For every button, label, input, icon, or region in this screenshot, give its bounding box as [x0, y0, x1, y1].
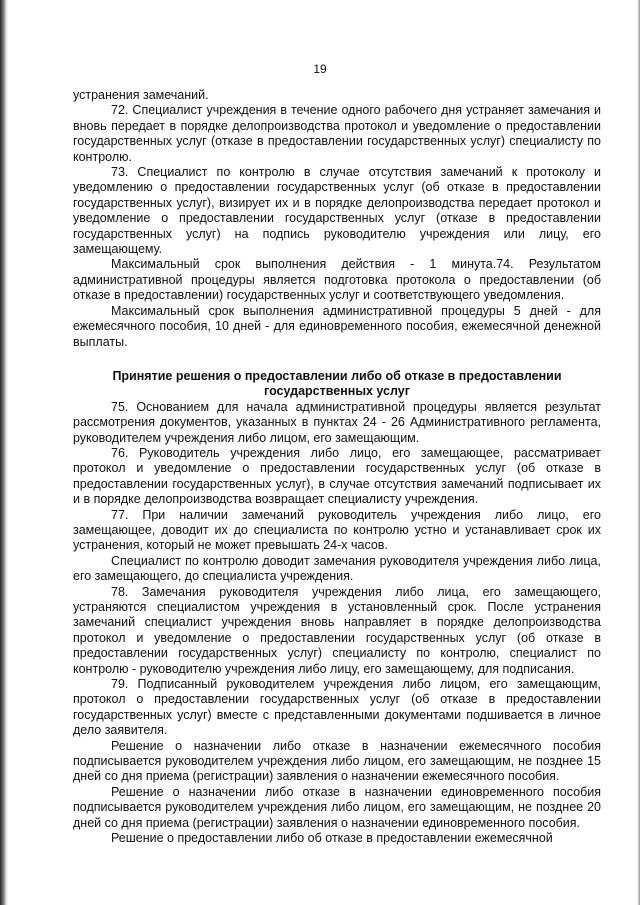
paragraph-73: 73. Специалист по контролю в случае отсутствия замечаний к протоколу и уведомлению о предоставлении государственных услуг (об отказе в предоставлении государственных услуг), визирует их и в порядке делопроизводства передает протокол и уведомление о предоставлении государственных услуг (отказе в предоставлении государственных услуг) на подпись руководителю учреждения или лицу, его замещающему.	[73, 165, 601, 257]
paragraph-77: 77. При наличии замечаний руководитель учреждения либо лицо, его замещающее, доводит их до специалиста по контролю устно и устанавливает срок их устранения, который не может превышать 24-х часов.	[73, 507, 601, 553]
paragraph-control-specialist: Специалист по контролю доводит замечания руководителя учреждения либо лица, его замещающего, до специалиста учреждения.	[73, 553, 601, 584]
paragraph-78: 78. Замечания руководителя учреждения либо лица, его замещающего, устраняются специалистом учреждения в установленный срок. После устранения замечаний специалист учреждения вновь направляет в порядке делопроизводства протокол и уведомление о предоставлении государственных услуг (об отказе в предоставлении государственных услуг) специалисту по контролю, специалист по контролю - руководителю учреждения либо лицу, его замещающему, для подписания.	[73, 584, 601, 676]
document-body	[73, 88, 601, 847]
paragraph-monthly-allowance-decision: Решение о назначении либо отказе в назначении ежемесячного пособия подписывается руководителем учреждения либо лицом, его замещающим, не позднее 15 дней со дня приема (регистрации) заявления о назначении ежемесячного пособия.	[73, 738, 601, 784]
paragraph-72: 72. Специалист учреждения в течение одного рабочего дня устраняет замечания и вновь передает в порядке делопроизводства протокол и уведомление о предоставлении государственных услуг (отказе в предоставлении государственных услуг) специалисту по контролю.	[73, 103, 601, 164]
paragraph-lump-sum-decision: Решение о назначении либо отказе в назначении единовременного пособия подписывается руководителем учреждения либо лицом, его замещающим, не позднее 20 дней со дня приема (регистрации) заявления о назначении единовременного пособия.	[73, 784, 601, 830]
paragraph-75: 75. Основанием для начала административной процедуры является результат рассмотрения документов, указанных в пунктах 24 - 26 Административного регламента, руководителем учреждения либо лицом, его замещающим.	[73, 399, 601, 445]
paragraph-max-procedure-time: Максимальный срок выполнения административной процедуры 5 дней - для ежемесячного пособия, 10 дней - для единовременного пособия, ежемесячной денежной выплаты.	[73, 303, 601, 349]
scan-left-edge-shadow	[0, 0, 8, 905]
paragraph-continuation: устранения замечаний.	[73, 88, 209, 102]
paragraph-79: 79. Подписанный руководителем учреждения либо лицом, его замещающим, протокол о предоставлении государственных услуг (об отказе в предоставлении государственных услуг) вместе с представленными документами подшивается в личное дело заявителя.	[73, 677, 601, 738]
paragraph-76: 76. Руководитель учреждения либо лицо, его замещающее, рассматривает протокол и уведомление о предоставлении государственных услуг (об отказе в предоставлении государственных услуг), в случае отсутствия замечаний подписывает их и в порядке делопроизводства возвращает специалисту учреждения.	[73, 445, 601, 507]
page-number: 19	[313, 62, 327, 76]
section-heading: Принятие решения о предоставлении либо об отказе в предоставлении государственных услуг	[112, 368, 562, 399]
paragraph-monthly-decision-start: Решение о предоставлении либо об отказе в предоставлении ежемесячной	[111, 831, 553, 846]
paragraph-max-time-74: Максимальный срок выполнения действия - 1 минута.74. Результатом административной процедуры является подготовка протокола о предоставлении (об отказе в предоставлении) государственных услуг и соответствующего уведомления.	[73, 257, 601, 303]
